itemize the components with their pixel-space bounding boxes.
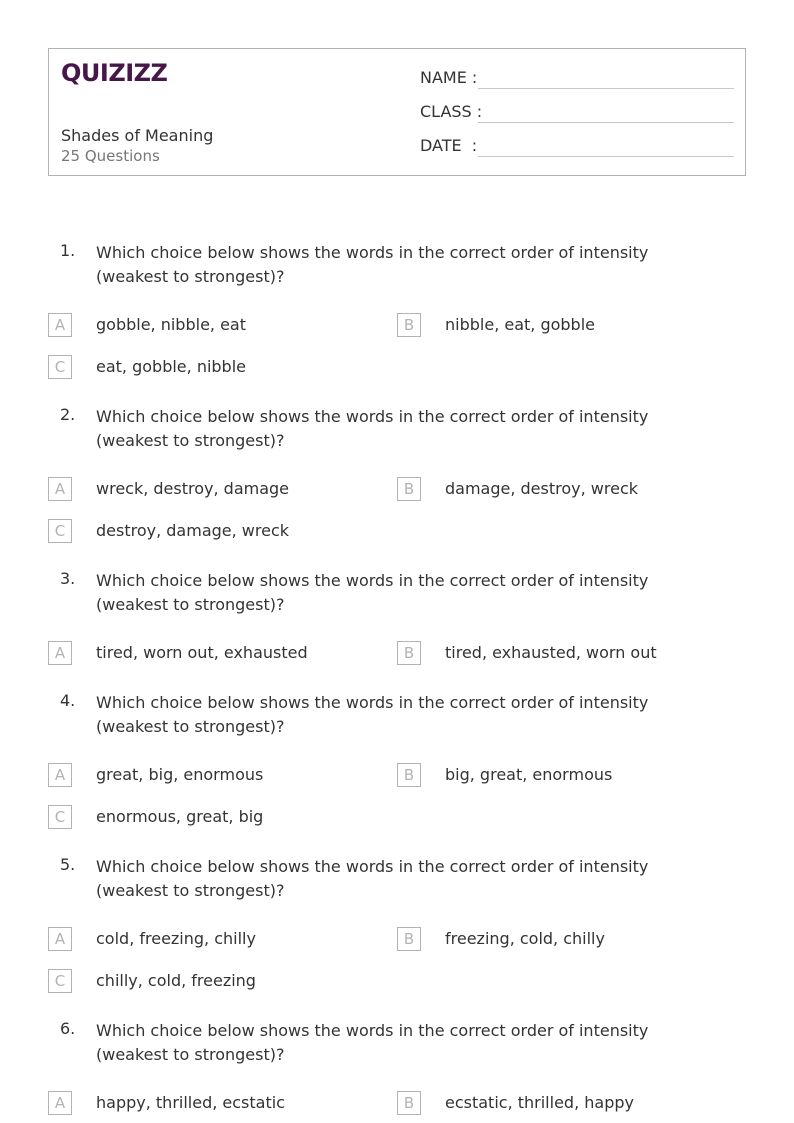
worksheet-header: [48, 48, 746, 176]
question-text: Which choice below shows the words in the correct order of intensity (weakest to strongest)?: [96, 693, 649, 736]
question-text: Which choice below shows the words in the correct order of intensity (weakest to strongest)?: [96, 571, 649, 614]
option-letter: A: [48, 927, 72, 951]
option-text: big, great, enormous: [445, 765, 613, 784]
option-letter: B: [397, 1091, 421, 1115]
option-letter: C: [48, 355, 72, 379]
option-letter: B: [397, 763, 421, 787]
question-text: Which choice below shows the words in the correct order of intensity (weakest to strongest)?: [96, 243, 649, 286]
option-letter: B: [397, 927, 421, 951]
option-letter: B: [397, 313, 421, 337]
option-letter: C: [48, 805, 72, 829]
option-text: nibble, eat, gobble: [445, 315, 595, 334]
question-number: 5.: [60, 855, 76, 874]
option-letter: A: [48, 763, 72, 787]
option-letter: A: [48, 1091, 72, 1115]
date-line[interactable]: [478, 156, 734, 157]
name-field[interactable]: [420, 68, 734, 90]
option-letter: C: [48, 969, 72, 993]
question-number: 3.: [60, 569, 76, 588]
question-text: Which choice below shows the words in the correct order of intensity (weakest to strongest)?: [96, 857, 649, 900]
question-text: Which choice below shows the words in the correct order of intensity (weakest to strongest)?: [96, 407, 649, 450]
option-text: tired, worn out, exhausted: [96, 643, 308, 662]
quizizz-logo: QUIZIZZ: [61, 59, 168, 87]
option-letter: A: [48, 477, 72, 501]
name-label: NAME :: [420, 68, 478, 87]
option-letter: B: [397, 477, 421, 501]
question-number: 6.: [60, 1019, 76, 1038]
option-text: ecstatic, thrilled, happy: [445, 1093, 634, 1112]
name-line[interactable]: [478, 88, 734, 89]
option-letter: C: [48, 519, 72, 543]
option-text: destroy, damage, wreck: [96, 521, 290, 540]
worksheet-title: Shades of Meaning: [61, 126, 214, 145]
option-text: enormous, great, big: [96, 807, 264, 826]
option-text: freezing, cold, chilly: [445, 929, 605, 948]
question-number: 2.: [60, 405, 76, 424]
option-text: great, big, enormous: [96, 765, 264, 784]
option-text: cold, freezing, chilly: [96, 929, 256, 948]
question-number: 4.: [60, 691, 76, 710]
question-number: 1.: [60, 241, 76, 260]
class-line[interactable]: [478, 122, 734, 123]
date-label: DATE :: [420, 136, 478, 155]
option-letter: A: [48, 641, 72, 665]
option-text: happy, thrilled, ecstatic: [96, 1093, 285, 1112]
option-text: wreck, destroy, damage: [96, 479, 290, 498]
date-field[interactable]: [420, 136, 734, 158]
option-text: tired, exhausted, worn out: [445, 643, 657, 662]
option-text: eat, gobble, nibble: [96, 357, 246, 376]
option-text: damage, destroy, wreck: [445, 479, 639, 498]
option-text: chilly, cold, freezing: [96, 971, 256, 990]
class-label: CLASS :: [420, 102, 483, 121]
option-text: gobble, nibble, eat: [96, 315, 246, 334]
question-count: 25 Questions: [61, 147, 160, 165]
class-field[interactable]: [420, 102, 734, 124]
question-text: Which choice below shows the words in the correct order of intensity (weakest to strongest)?: [96, 1021, 649, 1064]
option-letter: B: [397, 641, 421, 665]
option-letter: A: [48, 313, 72, 337]
